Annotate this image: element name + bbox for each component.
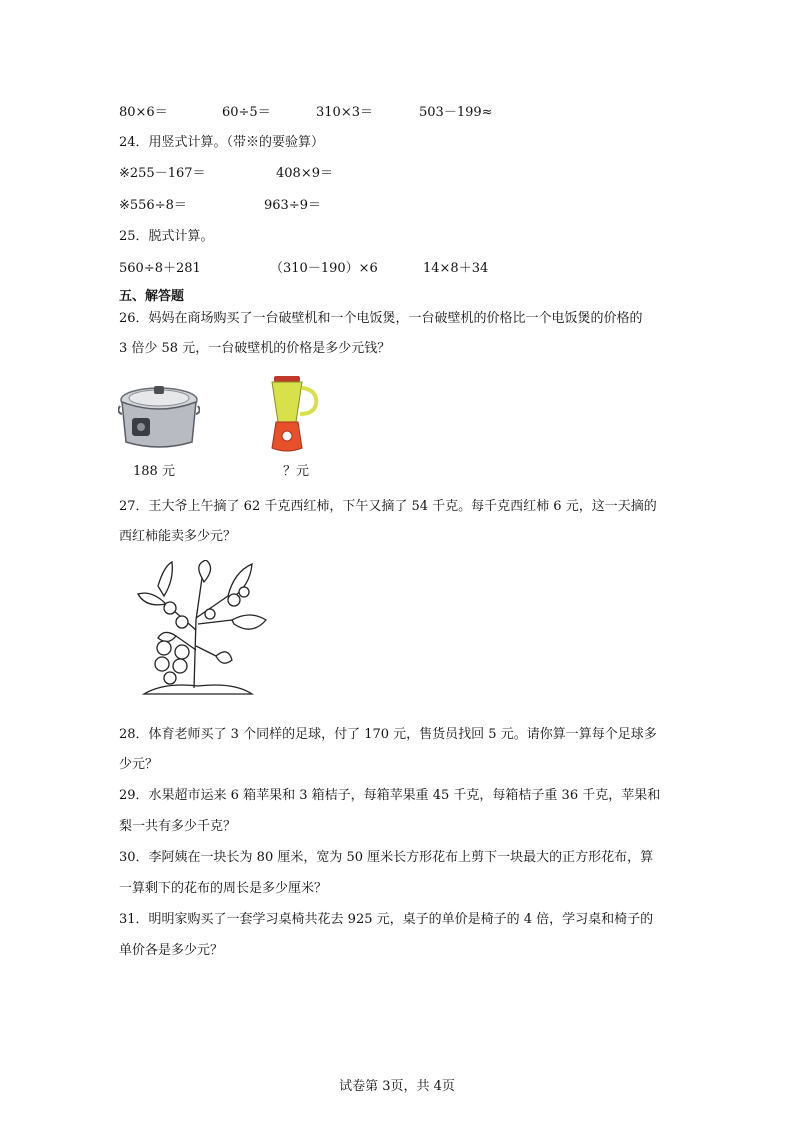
page-footer: 试卷第 3页，共 4页: [339, 1079, 455, 1094]
q24-item-3: ※556÷8＝: [119, 198, 187, 213]
q23-item-4: 503－199≈: [419, 105, 493, 120]
q24-title: 24．用竖式计算。（带※的要验算）: [119, 135, 325, 150]
q30-line-2: 一算剩下的花布的周长是多少厘米？: [119, 881, 328, 896]
q24-item-2: 408×9＝: [276, 166, 333, 181]
blender-price-label: ？元: [283, 464, 310, 479]
q23-item-3: 310×3＝: [316, 105, 373, 120]
q26-line-2: 3 倍少 58 元，一台破壁机的价格是多少元钱？: [119, 341, 391, 356]
q25-item-2: （310－190）×6: [270, 261, 378, 276]
q30-line-1: 30．李阿姨在一块长为 80 厘米，宽为 50 厘米长方形花布上剪下一块最大的正方形花布，算: [119, 850, 654, 865]
q25-title: 25．脱式计算。: [119, 229, 214, 244]
q25-item-1: 560÷8＋281: [119, 261, 201, 276]
q26-line-1: 26．妈妈在商场购买了一台破壁机和一个电饭煲，一台破壁机的价格比一个电饭煲的价格的: [119, 311, 643, 326]
q29-line-2: 梨一共有多少千克？: [119, 819, 237, 834]
section-heading: 五、解答题: [119, 289, 185, 304]
q31-line-2: 单价各是多少元？: [119, 943, 224, 958]
q27-line-1: 27．王大爷上午摘了 62 千克西红柿，下午又摘了 54 千克。每千克西红柿 6 元，这一天摘的: [119, 499, 657, 514]
q28-line-2: 少元？: [119, 757, 159, 772]
tomato-plant-image: [124, 560, 272, 706]
cooker-price-label: 188 元: [133, 464, 175, 479]
q23-item-2: 60÷5＝: [222, 105, 271, 120]
q31-line-1: 31．明明家购买了一套学习桌椅共花去 925 元，桌子的单价是椅子的 4 倍，学习桌和椅子的: [119, 912, 654, 927]
q23-item-1: 80×6＝: [119, 105, 168, 120]
q24-item-4: 963÷9＝: [264, 198, 321, 213]
q29-line-1: 29．水果超市运来 6 箱苹果和 3 箱桔子，每箱苹果重 45 千克，每箱桔子重 36 千克，苹果和: [119, 788, 661, 803]
q25-item-3: 14×8＋34: [423, 261, 489, 276]
rice-cooker-image: [118, 382, 200, 454]
q28-line-1: 28．体育老师买了 3 个同样的足球，付了 170 元，售货员找回 5 元。请你算一算每个足球多: [119, 727, 657, 742]
q27-line-2: 西红柿能卖多少元？: [119, 529, 237, 544]
q24-item-1: ※255－167＝: [119, 166, 206, 181]
blender-image: [264, 374, 324, 456]
